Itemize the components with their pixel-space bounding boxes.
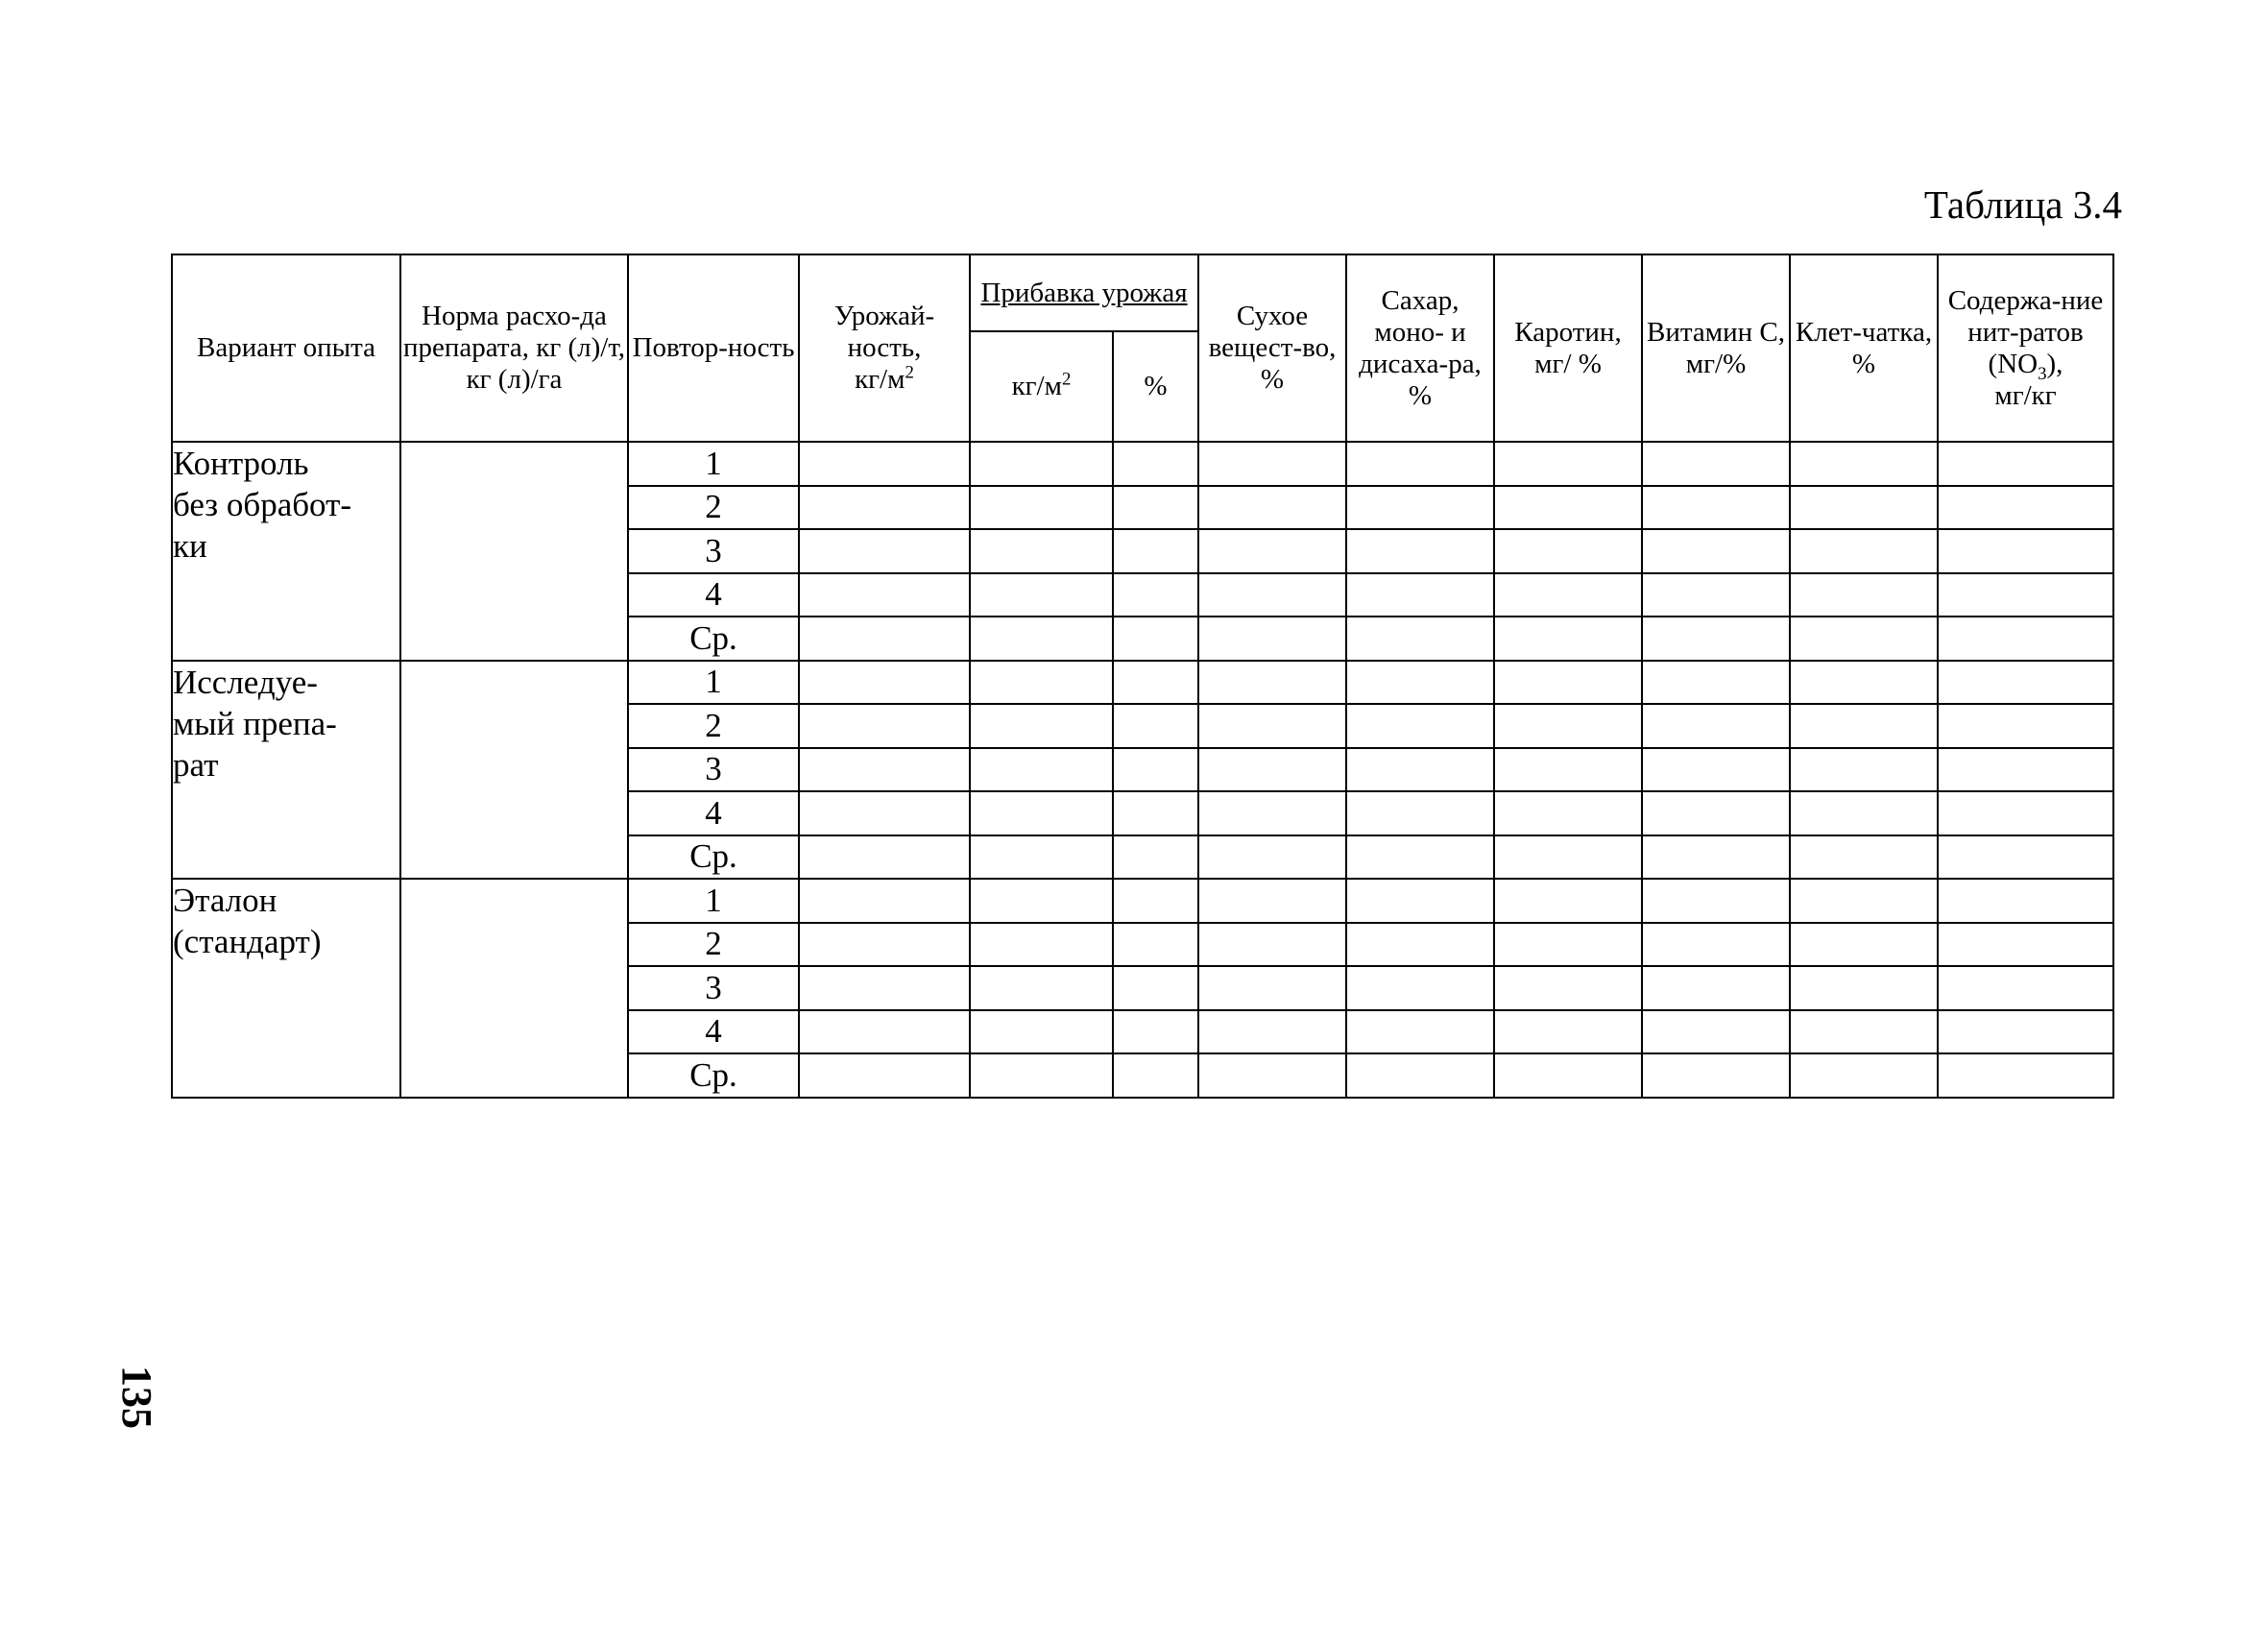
header-increase-pct: % [1113, 331, 1198, 442]
data-cell [1346, 791, 1494, 835]
data-cell [1346, 617, 1494, 661]
data-cell [1938, 879, 2113, 923]
variant-line: Контроль [173, 445, 309, 482]
data-cell [799, 661, 970, 705]
data-cell [1938, 923, 2113, 967]
data-cell [1113, 529, 1198, 573]
data-cell [799, 486, 970, 530]
norm-cell [400, 879, 628, 1098]
data-cell [1346, 573, 1494, 617]
data-cell [1938, 442, 2113, 486]
data-cell [799, 835, 970, 880]
variant-line: рат [173, 745, 219, 784]
data-cell [1938, 791, 2113, 835]
data-cell [970, 791, 1113, 835]
repetition-cell: 1 [628, 879, 799, 923]
data-cell [1113, 879, 1198, 923]
data-cell [1790, 704, 1938, 748]
data-cell [1113, 661, 1198, 705]
data-cell [1346, 529, 1494, 573]
data-cell [1494, 879, 1642, 923]
repetition-cell: 3 [628, 748, 799, 792]
data-cell [1790, 1010, 1938, 1054]
header-nitrates-close: ), [2046, 348, 2063, 379]
header-fiber: Клет-чатка, % [1790, 254, 1938, 442]
variant-line: Эталон [173, 882, 277, 919]
data-cell [799, 748, 970, 792]
norm-cell [400, 442, 628, 661]
table-caption: Таблица 3.4 [1923, 182, 2122, 227]
data-cell [970, 486, 1113, 530]
data-cell [1642, 529, 1790, 573]
data-cell [1938, 486, 2113, 530]
header-increase-kg-sup: 2 [1061, 369, 1072, 390]
data-cell [1642, 1053, 1790, 1098]
data-cell [1790, 966, 1938, 1010]
data-cell [1790, 661, 1938, 705]
data-cell [1198, 966, 1346, 1010]
data-cell [1346, 748, 1494, 792]
header-norm: Норма расхо-да препарата, кг (л)/т, кг (л)/га [400, 254, 628, 442]
variant-cell [172, 879, 400, 1098]
data-cell [1790, 617, 1938, 661]
data-cell [1198, 486, 1346, 530]
data-cell [1938, 1010, 2113, 1054]
data-cell [970, 617, 1113, 661]
experiment-results-table [171, 254, 2114, 1099]
data-cell [1642, 573, 1790, 617]
data-cell [1938, 573, 2113, 617]
header-yield-unit: кг/м [855, 364, 905, 395]
data-cell [1198, 661, 1346, 705]
data-cell [970, 442, 1113, 486]
variant-line: (стандарт) [173, 923, 322, 960]
data-cell [1494, 442, 1642, 486]
data-cell [1346, 1053, 1494, 1098]
data-cell [1790, 879, 1938, 923]
data-cell [1113, 617, 1198, 661]
data-cell [1346, 486, 1494, 530]
data-cell [1938, 835, 2113, 880]
data-cell [970, 835, 1113, 880]
data-cell [1938, 966, 2113, 1010]
header-nitrates-sub: 3 [2038, 363, 2047, 384]
data-cell [1642, 923, 1790, 967]
data-cell [1346, 1010, 1494, 1054]
repetition-cell: Ср. [628, 1053, 799, 1098]
data-cell [1113, 486, 1198, 530]
data-cell [799, 791, 970, 835]
data-cell [1113, 1053, 1198, 1098]
header-increase-text: Прибавка урожая [980, 277, 1188, 308]
data-cell [799, 923, 970, 967]
data-cell [799, 529, 970, 573]
data-cell [1494, 791, 1642, 835]
data-cell [1790, 486, 1938, 530]
header-variant: Вариант опыта [172, 254, 400, 442]
data-cell [1113, 1010, 1198, 1054]
data-cell [1642, 879, 1790, 923]
data-cell [1346, 879, 1494, 923]
table-row [172, 442, 2113, 486]
data-cell [1938, 1053, 2113, 1098]
data-cell [1642, 617, 1790, 661]
repetition-cell: Ср. [628, 617, 799, 661]
data-cell [1494, 835, 1642, 880]
repetition-cell: 1 [628, 442, 799, 486]
header-vitamin-c: Витамин С, мг/% [1642, 254, 1790, 442]
data-cell [1642, 486, 1790, 530]
header-carotene: Каротин, мг/ % [1494, 254, 1642, 442]
data-cell [1198, 573, 1346, 617]
header-repetition: Повтор-ность [628, 254, 799, 442]
data-cell [1198, 835, 1346, 880]
repetition-cell: 3 [628, 966, 799, 1010]
data-cell [1198, 791, 1346, 835]
data-cell [1494, 748, 1642, 792]
norm-cell [400, 661, 628, 880]
data-cell [1198, 442, 1346, 486]
data-cell [970, 1053, 1113, 1098]
variant-line: без обработ- [173, 486, 352, 523]
header-yield-text: Урожай-ность, [833, 301, 935, 363]
data-cell [1494, 923, 1642, 967]
data-cell [1198, 748, 1346, 792]
data-cell [1938, 661, 2113, 705]
data-cell [970, 573, 1113, 617]
data-cell [1642, 661, 1790, 705]
header-yield [799, 254, 970, 442]
variant-cell [172, 661, 400, 880]
data-cell [1198, 1010, 1346, 1054]
data-cell [799, 966, 970, 1010]
data-cell [970, 923, 1113, 967]
data-cell [1494, 529, 1642, 573]
header-sugar: Сахар, моно- и дисаха-ра, % [1346, 254, 1494, 442]
data-cell [1198, 529, 1346, 573]
data-cell [970, 966, 1113, 1010]
repetition-cell: 2 [628, 704, 799, 748]
header-increase-kg [970, 331, 1113, 442]
variant-line: ки [173, 527, 207, 565]
data-cell [1494, 704, 1642, 748]
data-cell [1642, 791, 1790, 835]
data-cell [799, 573, 970, 617]
data-cell [1790, 835, 1938, 880]
data-cell [1346, 661, 1494, 705]
data-cell [1790, 573, 1938, 617]
data-cell [1113, 748, 1198, 792]
repetition-cell: 3 [628, 529, 799, 573]
data-cell [1346, 704, 1494, 748]
data-cell [970, 661, 1113, 705]
header-nitrates-unit: мг/кг [1994, 379, 2057, 411]
data-cell [970, 704, 1113, 748]
data-cell [1642, 442, 1790, 486]
data-cell [1494, 966, 1642, 1010]
data-cell [1346, 966, 1494, 1010]
repetition-cell: 4 [628, 573, 799, 617]
data-cell [1790, 442, 1938, 486]
data-cell [1346, 835, 1494, 880]
variant-cell [172, 442, 400, 661]
data-cell [1113, 573, 1198, 617]
data-cell [970, 1010, 1113, 1054]
table-row [172, 661, 2113, 705]
data-cell [1494, 573, 1642, 617]
data-cell [1494, 1053, 1642, 1098]
data-cell [799, 617, 970, 661]
header-increase [970, 254, 1198, 331]
header-dry-matter: Сухое вещест-во, % [1198, 254, 1346, 442]
repetition-cell: 4 [628, 1010, 799, 1054]
data-cell [1346, 923, 1494, 967]
data-cell [1790, 791, 1938, 835]
data-cell [1642, 704, 1790, 748]
repetition-cell: 2 [628, 486, 799, 530]
data-cell [1790, 923, 1938, 967]
data-cell [799, 879, 970, 923]
data-cell [799, 704, 970, 748]
data-cell [1113, 966, 1198, 1010]
data-cell [1198, 704, 1346, 748]
data-cell [799, 442, 970, 486]
page-number: 135 [113, 1366, 161, 1429]
header-yield-unit-sup: 2 [905, 362, 914, 383]
data-cell [970, 748, 1113, 792]
data-cell [1494, 486, 1642, 530]
data-cell [1938, 617, 2113, 661]
repetition-cell: 4 [628, 791, 799, 835]
data-cell [1198, 879, 1346, 923]
data-cell [970, 529, 1113, 573]
data-cell [1113, 923, 1198, 967]
data-cell [1642, 1010, 1790, 1054]
data-cell [1642, 966, 1790, 1010]
data-cell [1494, 661, 1642, 705]
table-row [172, 879, 2113, 923]
data-cell [1938, 529, 2113, 573]
data-cell [1198, 1053, 1346, 1098]
data-cell [1113, 704, 1198, 748]
data-cell [1790, 529, 1938, 573]
data-cell [1642, 748, 1790, 792]
header-increase-kg-text: кг/м [1011, 371, 1062, 401]
data-cell [799, 1010, 970, 1054]
data-cell [799, 1053, 970, 1098]
data-cell [1938, 704, 2113, 748]
data-cell [1113, 835, 1198, 880]
data-cell [1113, 442, 1198, 486]
repetition-cell: 2 [628, 923, 799, 967]
variant-line: Исследуе- [173, 663, 318, 701]
data-cell [1494, 617, 1642, 661]
data-cell [1346, 442, 1494, 486]
data-cell [1198, 923, 1346, 967]
data-cell [1198, 617, 1346, 661]
header-nitrates-text: Содержа-ние нит-ратов (NO [1947, 284, 2104, 379]
variant-line: мый препа- [173, 704, 337, 742]
repetition-cell: Ср. [628, 835, 799, 880]
data-cell [1494, 1010, 1642, 1054]
data-cell [1938, 748, 2113, 792]
data-cell [1113, 791, 1198, 835]
header-nitrates [1938, 254, 2113, 442]
data-cell [1642, 835, 1790, 880]
data-cell [1790, 748, 1938, 792]
data-cell [1790, 1053, 1938, 1098]
data-cell [970, 879, 1113, 923]
repetition-cell: 1 [628, 661, 799, 705]
